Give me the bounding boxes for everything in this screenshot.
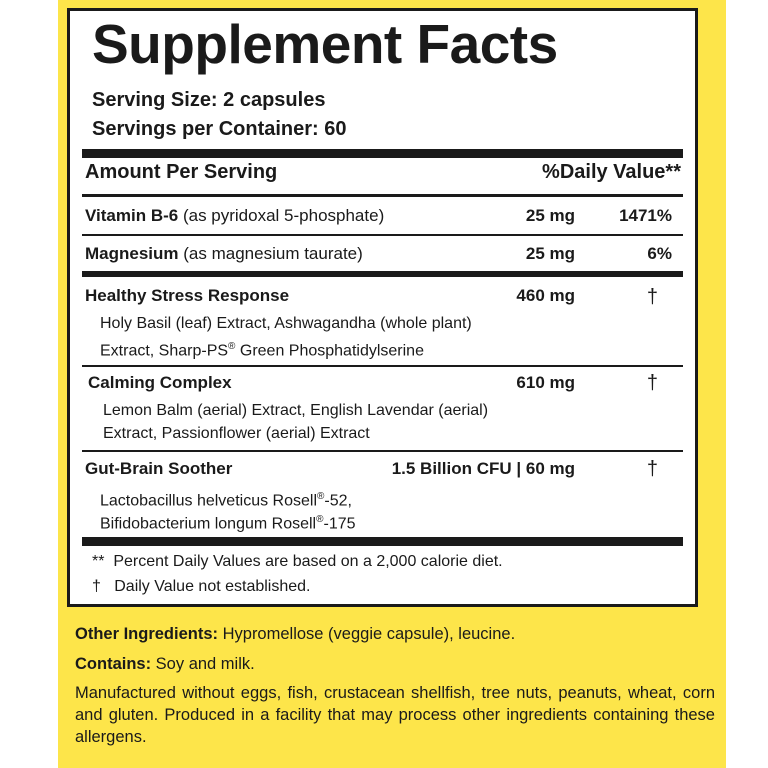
blend-gutbrain-dv: †: [646, 458, 658, 480]
blend-stress-ingredients-line1: Holy Basil (leaf) Extract, Ashwagandha (whole plant): [100, 315, 472, 332]
allergen-statement: Manufactured without eggs, fish, crustacean shellfish, tree nuts, peanuts, wheat, corn and gluten. Produced in a facility that may process other ingredients containing these allergens.: [75, 684, 715, 746]
blend-calming-dv: †: [646, 372, 658, 394]
thin-rule: [82, 234, 683, 236]
contains: [75, 653, 715, 675]
magnesium-dv: 6%: [647, 244, 672, 263]
thick-rule: [82, 149, 683, 158]
blend-gutbrain-amount: 1.5 Billion CFU | 60 mg: [391, 459, 575, 478]
other-ingredients-label: Other Ingredients:: [75, 625, 219, 643]
blend-stress-name: Healthy Stress Response: [85, 286, 290, 305]
amount-per-serving-header: Amount Per Serving: [85, 161, 278, 183]
blend-stress-dv: †: [646, 286, 658, 308]
blend-calming-ingredients-line2: Extract, Passionflower (aerial) Extract: [103, 425, 370, 442]
footnote-not-established: † Daily Value not established.: [92, 578, 311, 595]
footnote-daily-values: ** Percent Daily Values are based on a 2,000 calorie diet.: [92, 553, 503, 570]
vitamin-b6-amount: 25 mg: [525, 206, 575, 225]
blend-gutbrain-ingredients-line2: Bifidobacterium longum Rosell®-175: [100, 514, 356, 533]
magnesium-detail: (as magnesium taurate): [183, 244, 363, 263]
registered-mark: ®: [228, 341, 236, 352]
blend-calming-ingredients-line1: Lemon Balm (aerial) Extract, English Lavendar (aerial): [103, 402, 489, 419]
blend-gutbrain-name: Gut-Brain Soother: [85, 459, 233, 478]
thin-rule: [82, 450, 683, 452]
vitamin-b6-name: Vitamin B-6: [85, 206, 179, 225]
nutrient-name: [85, 244, 363, 264]
thin-rule: [82, 365, 683, 367]
blend-gutbrain-ingredients-line1: Lactobacillus helveticus Rosell®-52,: [100, 491, 352, 510]
registered-mark: ®: [317, 491, 325, 502]
medium-rule: [82, 271, 683, 277]
blend-stress-amount: 460 mg: [516, 286, 575, 305]
supplement-facts-panel: [67, 8, 698, 607]
blend-calming-name: Calming Complex: [88, 373, 232, 392]
blend-stress-ingredients-line2: Extract, Sharp-PS® Green Phosphatidylserine: [100, 341, 424, 360]
vitamin-b6-detail: (as pyridoxal 5-phosphate): [182, 206, 385, 225]
vitamin-b6-dv: 1471%: [619, 206, 672, 225]
blend-calming-amount: 610 mg: [516, 373, 575, 392]
thick-rule: [82, 537, 683, 546]
panel-title: Supplement Facts: [92, 13, 558, 75]
contains-text: Soy and milk.: [151, 655, 255, 673]
serving-size: Serving Size: 2 capsules: [92, 89, 326, 111]
magnesium-amount: 25 mg: [525, 244, 575, 263]
servings-per-container: Servings per Container: 60: [92, 118, 347, 140]
other-ingredients: [75, 623, 715, 645]
nutrient-name: [85, 206, 384, 226]
registered-mark: ®: [316, 514, 324, 525]
other-ingredients-text: Hypromellose (veggie capsule), leucine.: [218, 625, 516, 643]
daily-value-header: %Daily Value**: [542, 161, 681, 183]
magnesium-name: Magnesium: [85, 244, 179, 263]
rule: [82, 194, 683, 197]
contains-label: Contains:: [75, 655, 152, 673]
